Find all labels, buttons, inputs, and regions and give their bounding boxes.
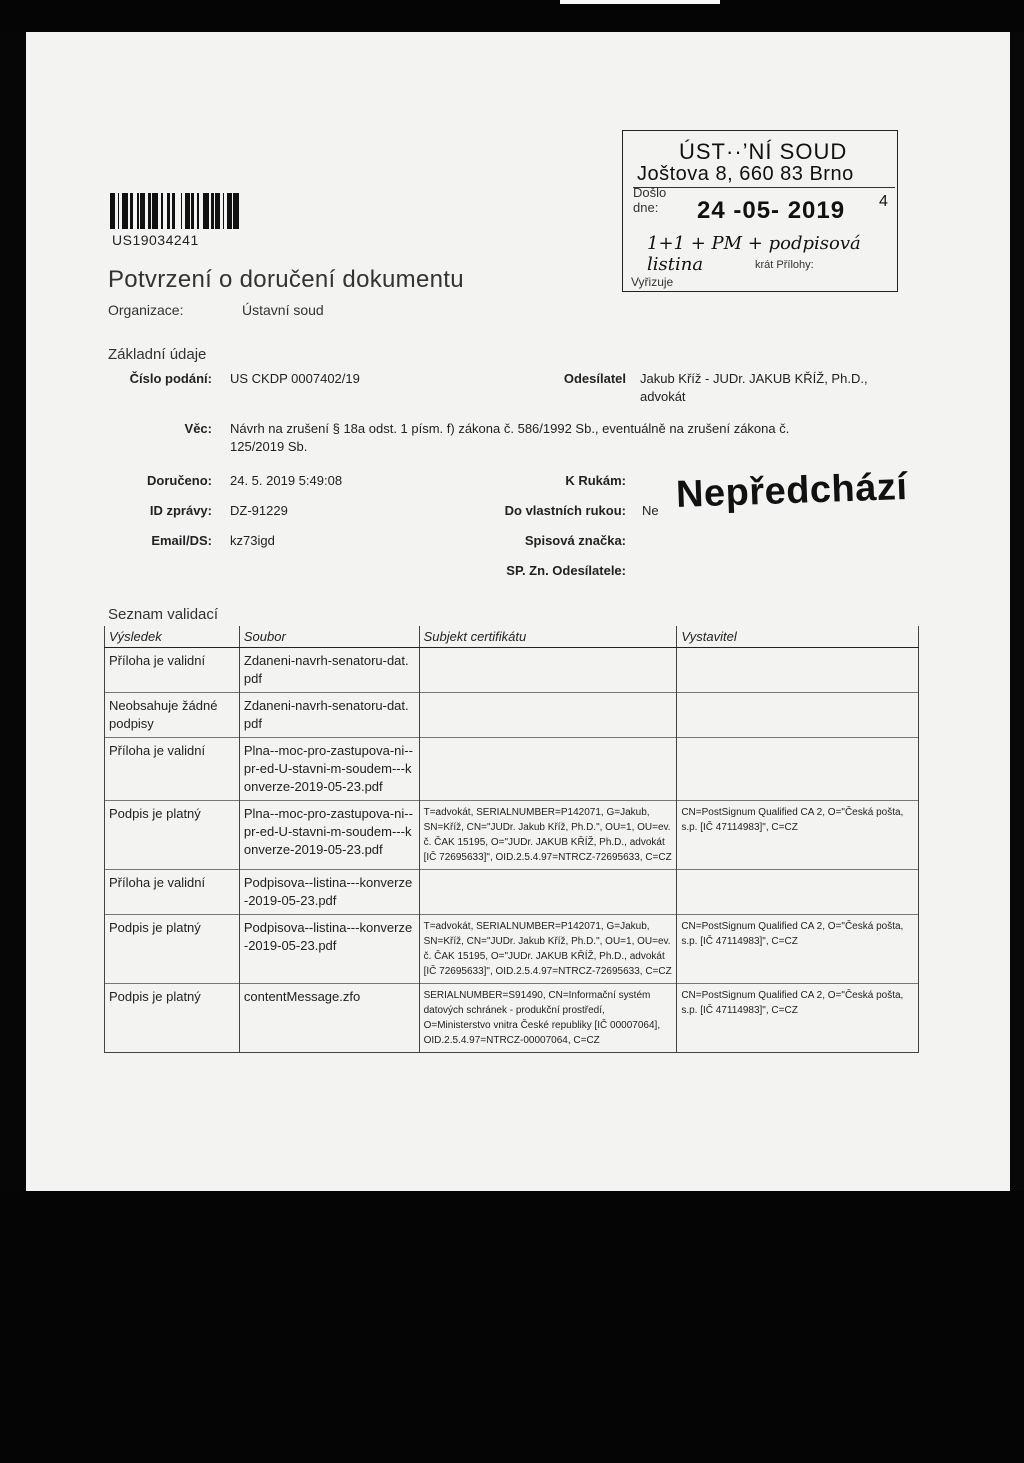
barcode-number: US19034241 [112,232,199,248]
subject-label: Věc: [184,421,212,436]
stamp-court-name: ÚST··’NÍ SOUD [679,139,848,164]
cell-file: Zdaneni-navrh-senatoru-dat.pdf [239,693,419,738]
cell-subject: T=advokát, SERIALNUMBER=P142071, G=Jakub, SN=Kříž, CN="JUDr. Jakub Kříž, Ph.D.", OU=1, OU=ev. č. ČAK 15195, O="JUDr. JAKUB KŘÍŽ, Ph.D., advokát [IČ 72695633]", OID.2.5.4.97=NTRCZ-72695633, C=CZ [419,915,677,984]
subject-value [230,420,910,456]
sender-file-mark-label: SP. Zn. Odesílatele: [506,563,626,578]
email-label: Email/DS: [151,533,212,548]
cell-subject: T=advokát, SERIALNUMBER=P142071, G=Jakub, SN=Kříž, CN="JUDr. Jakub Kříž, Ph.D.", OU=1, OU=ev. č. ČAK 15195, O="JUDr. JAKUB KŘÍŽ, Ph.D., advokát [IČ 72695633]", OID.2.5.4.97=NTRCZ-72695633, C=CZ [419,801,677,870]
cell-result: Příloha je validní [105,648,240,693]
stamp-received-label [633,185,666,215]
validation-row [105,915,919,984]
stamp-count: 4 [879,193,888,210]
own-hands-value: Ne [642,503,659,518]
stamp-date: 24 -05- 2019 [697,197,846,224]
email-value: kz73igd [230,533,275,548]
cell-file: Zdaneni-navrh-senatoru-dat.pdf [239,648,419,693]
stamp-copies-label: krát Přílohy: [755,259,814,271]
section-title-basic: Základní údaje [108,346,207,363]
delivered-label: Doručeno: [147,473,212,488]
stamp-handwritten-note: 1+1 + PM + podpisová listina [647,233,861,275]
validation-row [105,648,919,693]
validation-row [105,801,919,870]
header-file: Soubor [239,626,419,648]
header-subject: Subjekt certifikátu [419,626,677,648]
stamp-divider [633,187,895,188]
court-received-stamp [622,130,898,292]
to-hands-label: K Rukám: [565,473,626,488]
cell-file: Plna--moc-pro-zastupova-ni--pr-ed-U-stavni-m-soudem---konverze-2019-05-23.pdf [239,738,419,801]
subject-line-1: Návrh na zrušení § 18a odst. 1 písm. f) zákona č. 586/1992 Sb., eventuálně na zrušení zákona č. [230,421,790,436]
validations-header-row [105,626,919,648]
cell-result: Příloha je validní [105,870,240,915]
subject-line-2: 125/2019 Sb. [230,439,308,454]
filing-number-value: US CKDP 0007402/19 [230,371,360,386]
cell-subject [419,870,677,915]
organization-value: Ústavní soud [242,302,324,318]
message-id-value: DZ-91229 [230,503,288,518]
validation-row [105,738,919,801]
stamp-address: Joštova 8, 660 83 Brno [637,163,854,185]
cell-result: Příloha je validní [105,738,240,801]
cell-issuer [677,693,919,738]
scan-edge-bottom [0,1191,1024,1463]
cell-subject [419,648,677,693]
cell-file: contentMessage.zfo [239,984,419,1053]
sender-line-1: Jakub Kříž - JUDr. JAKUB KŘÍŽ, Ph.D., [640,371,868,386]
cell-file: Podpisova--listina---konverze-2019-05-23.pdf [239,870,419,915]
cell-result: Podpis je platný [105,801,240,870]
validation-row [105,693,919,738]
stamp-handler-label: Vyřizuje [631,275,674,289]
cell-result: Neobsahuje žádné podpisy [105,693,240,738]
delivered-value: 24. 5. 2019 5:49:08 [230,473,343,488]
filing-number-label: Číslo podání: [129,371,212,386]
stamp-received-label-2: dne: [633,200,659,215]
validations-table [104,626,919,1053]
cell-issuer [677,870,919,915]
document-title: Potvrzení o doručení dokumentu [108,266,464,293]
cell-subject [419,738,677,801]
cell-issuer [677,738,919,801]
sender-label: Odesílatel [563,371,626,386]
sender-line-2: advokát [640,389,686,404]
cell-subject: SERIALNUMBER=S91490, CN=Informační systém datových schránek - produkční prostředí, O=Ministerstvo vnitra České republiky [IČ 00007064], OID.2.5.4.97=NTRCZ-00007064, C=CZ [419,984,677,1053]
validation-row [105,984,919,1053]
header-issuer: Vystavitel [677,626,919,648]
cell-issuer [677,648,919,693]
nepredchazi-stamp: Nepředchází [675,465,909,517]
scan-top-mark [560,0,720,4]
validation-row [105,870,919,915]
section-title-validations: Seznam validací [108,606,219,623]
cell-issuer: CN=PostSignum Qualified CA 2, O="Česká pošta, s.p. [IČ 47114983]", C=CZ [677,801,919,870]
barcode-gap [239,193,242,229]
scan-edge-top [0,0,1024,32]
own-hands-label: Do vlastních rukou: [504,503,626,518]
sender-value [640,370,868,406]
cell-result: Podpis je platný [105,984,240,1053]
cell-issuer: CN=PostSignum Qualified CA 2, O="Česká pošta, s.p. [IČ 47114983]", C=CZ [677,915,919,984]
cell-file: Podpisova--listina---konverze-2019-05-23.pdf [239,915,419,984]
file-mark-label: Spisová značka: [524,533,626,548]
cell-result: Podpis je platný [105,915,240,984]
stamp-received-label-1: Došlo [633,185,667,200]
cell-issuer: CN=PostSignum Qualified CA 2, O="Česká pošta, s.p. [IČ 47114983]", C=CZ [677,984,919,1053]
header-result: Výsledek [105,626,240,648]
cell-file: Plna--moc-pro-zastupova-ni--pr-ed-U-stavni-m-soudem---konverze-2019-05-23.pdf [239,801,419,870]
barcode [110,193,300,229]
message-id-label: ID zprávy: [149,503,212,518]
organization-label: Organizace: [108,302,184,318]
cell-subject [419,693,677,738]
